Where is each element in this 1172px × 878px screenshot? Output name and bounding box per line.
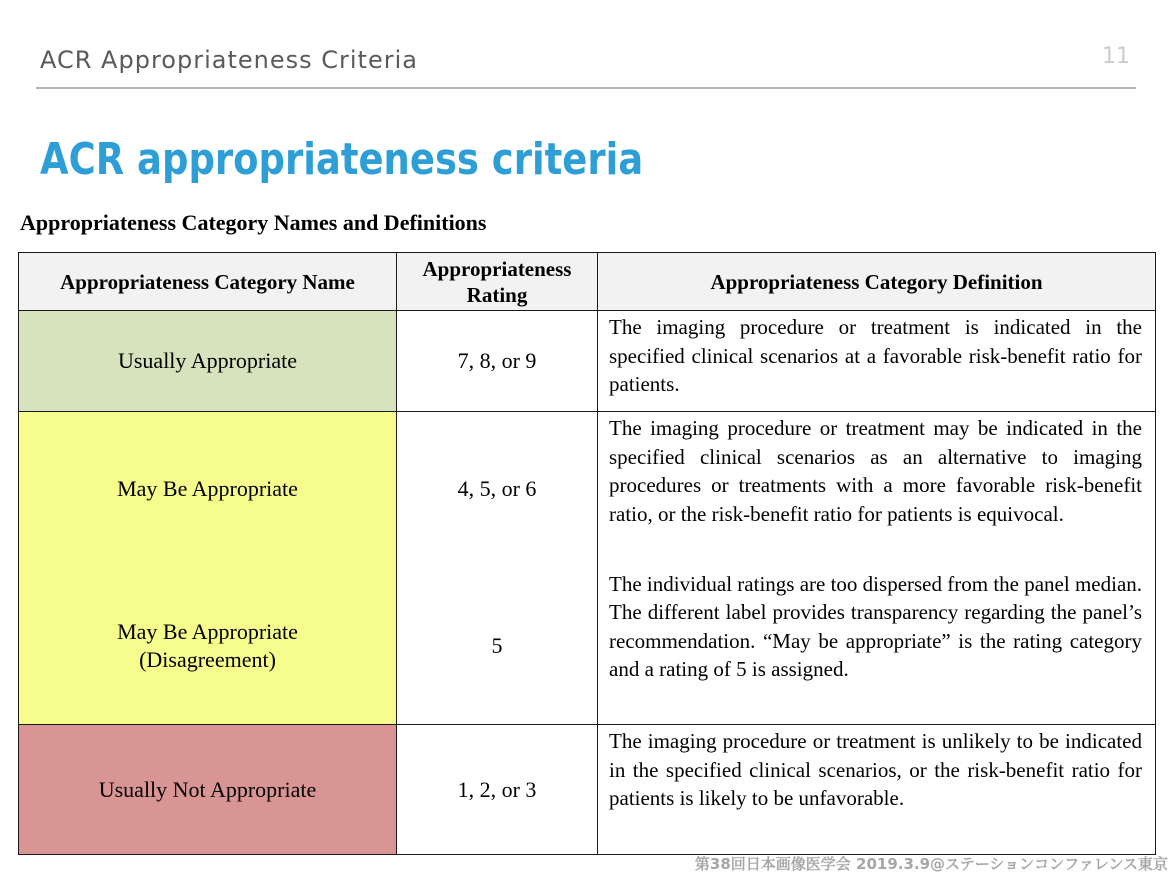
- rating-cell: 7, 8, or 9: [397, 311, 598, 412]
- header-title: ACR Appropriateness Criteria: [40, 46, 418, 74]
- appropriateness-table: [18, 252, 1156, 855]
- definition-cell: The imaging procedure or treatment is indicated in the specified clinical scenarios at a favorable risk-benefit ratio for patients.: [598, 311, 1156, 412]
- table-row: [19, 412, 1156, 568]
- table-row: [19, 568, 1156, 725]
- rating-cell: 5: [397, 568, 598, 725]
- slide-title: ACR appropriateness criteria: [40, 134, 644, 185]
- column-header-definition: Appropriateness Category Definition: [598, 253, 1156, 311]
- category-name-qualifier: (Disagreement): [139, 646, 276, 672]
- category-name-line: May Be Appropriate: [117, 618, 298, 644]
- footer-credit: 第38回日本画像医学会 2019.3.9@ステーションコンファレンス東京: [694, 855, 1168, 873]
- table-row: [19, 725, 1156, 855]
- definition-cell: The imaging procedure or treatment may be indicated in the specified clinical scenarios as an alternative to imaging procedures or treatments with a more favorable risk-benefit ratio, or the risk-benefit ratio for patients is equivocal.: [598, 412, 1156, 568]
- definition-cell: The imaging procedure or treatment is unlikely to be indicated in the specified clinical scenarios, or the risk-benefit ratio for patients is likely to be unfavorable.: [598, 725, 1156, 855]
- definition-cell: The individual ratings are too dispersed from the panel median. The different label provides transparency regarding the panel’s recommendation. “May be appropriate” is the rating category and a rating of 5 is assigned.: [598, 568, 1156, 725]
- table-caption: Appropriateness Category Names and Definitions: [20, 210, 487, 235]
- category-name-cell: [19, 568, 397, 725]
- category-name-cell: Usually Appropriate: [19, 311, 397, 412]
- page-number: 11: [1102, 44, 1130, 69]
- table-row: [19, 311, 1156, 412]
- header-divider: [36, 87, 1136, 89]
- category-name-cell: Usually Not Appropriate: [19, 725, 397, 855]
- table-header-row: [19, 253, 1156, 311]
- rating-cell: 1, 2, or 3: [397, 725, 598, 855]
- column-header-category-name: Appropriateness Category Name: [19, 253, 397, 311]
- category-name-cell: May Be Appropriate: [19, 412, 397, 568]
- column-header-rating: [397, 253, 598, 311]
- column-header-rating-text: Appropriateness Rating: [422, 256, 572, 307]
- rating-cell: 4, 5, or 6: [397, 412, 598, 568]
